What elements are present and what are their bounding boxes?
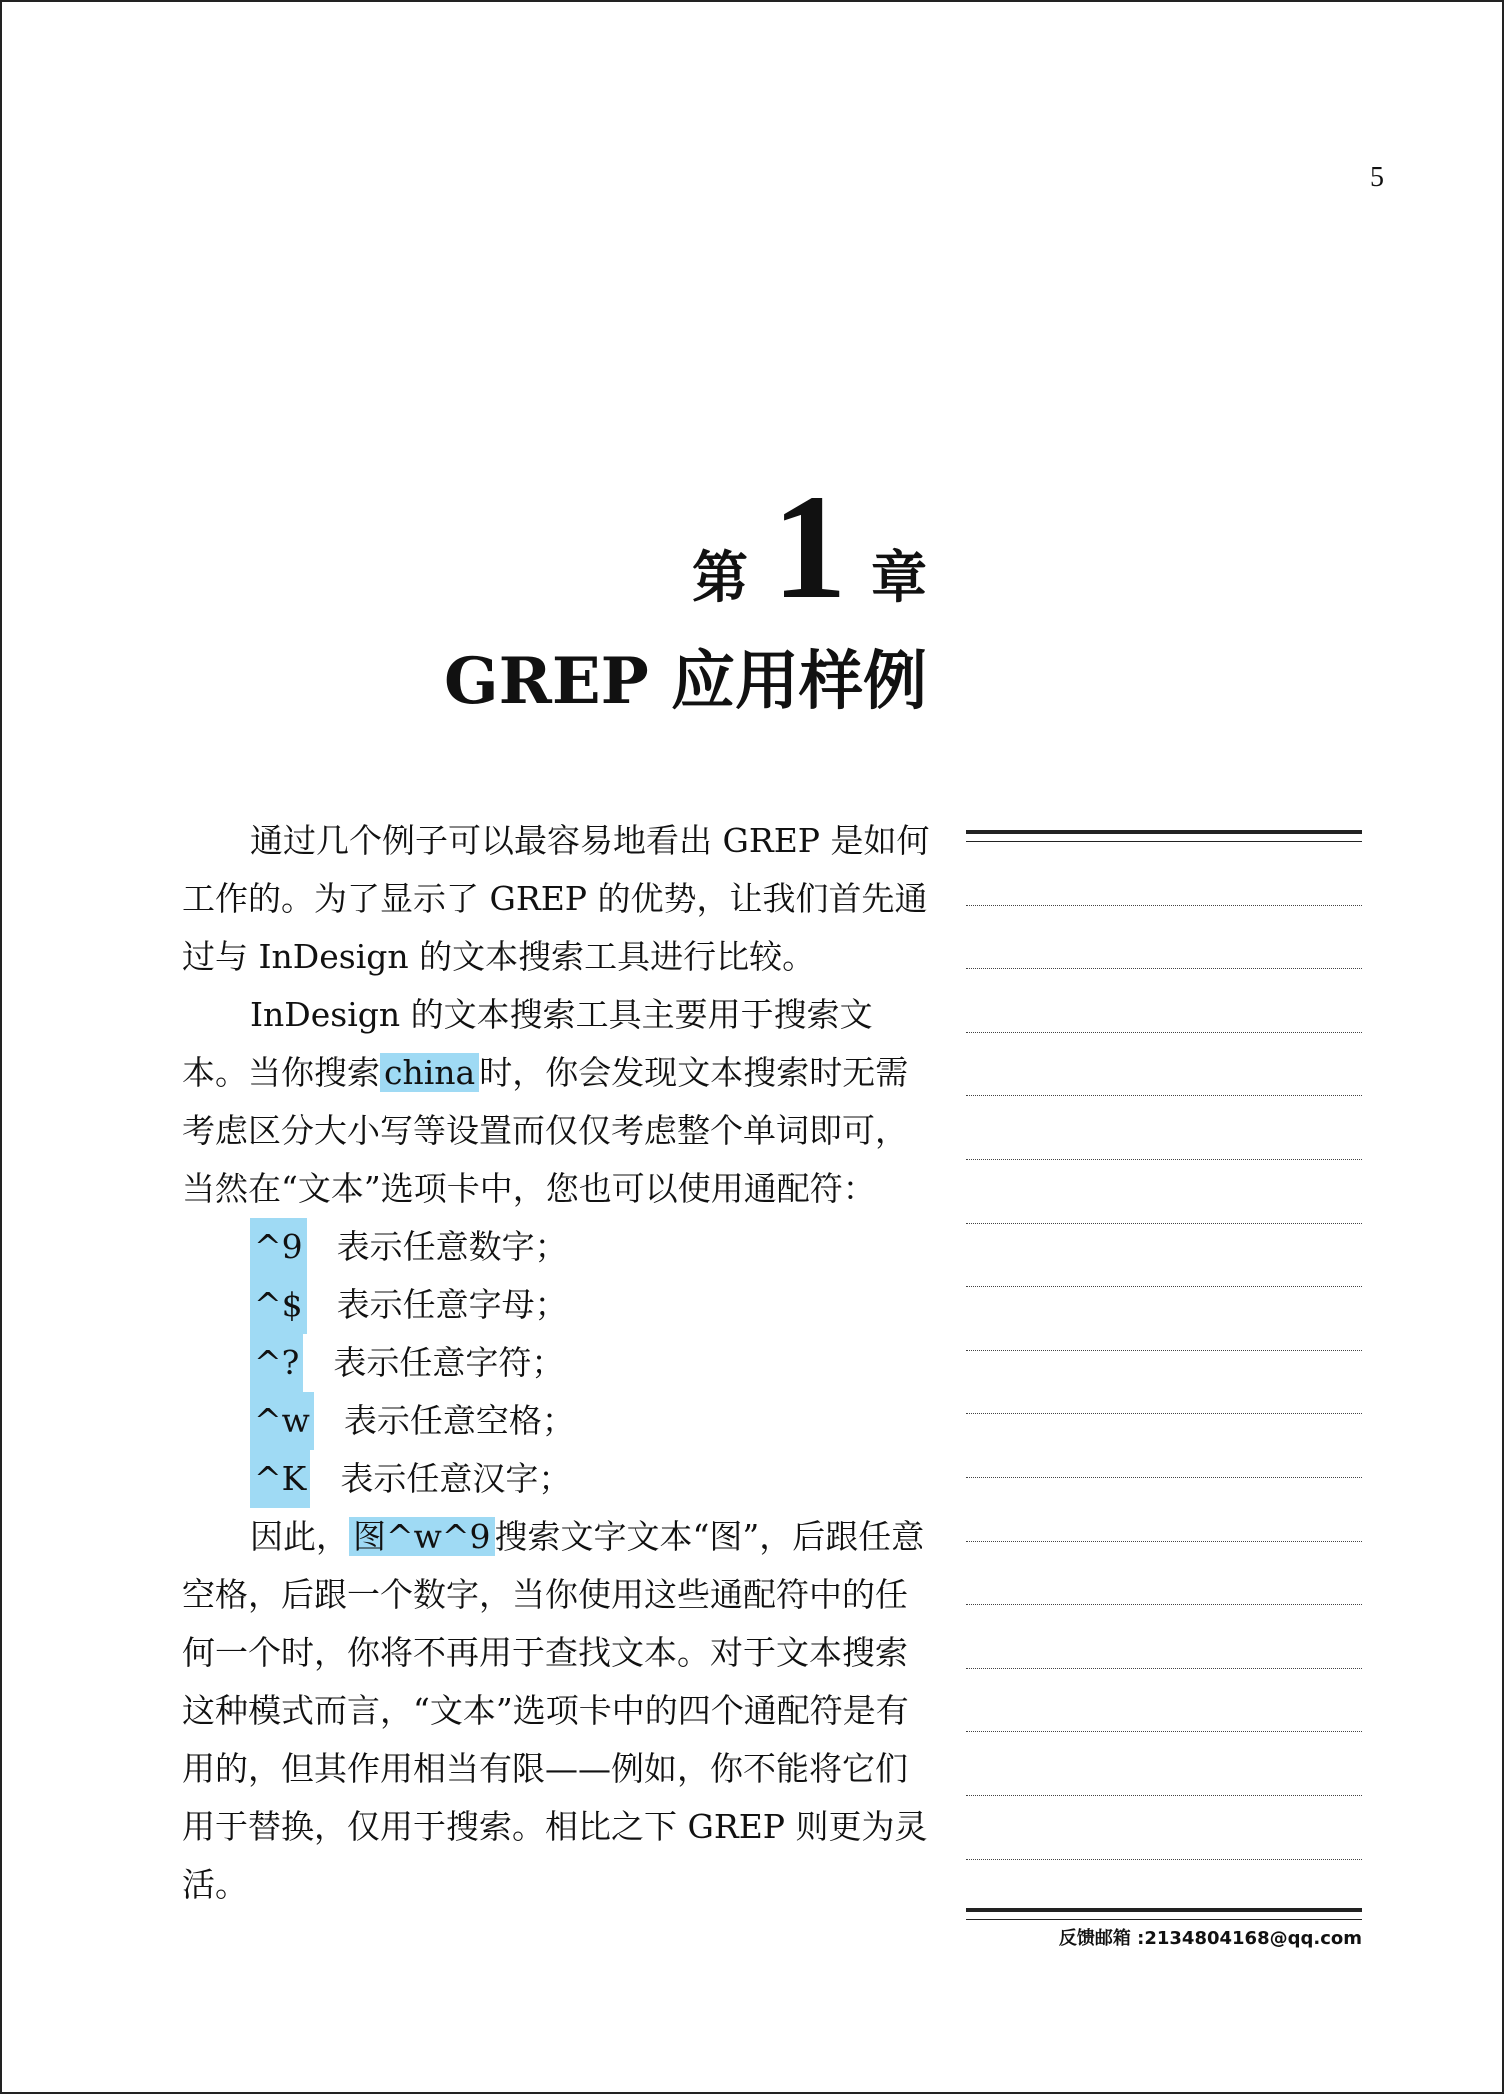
note-line — [966, 1732, 1362, 1796]
highlight-pattern: 图^w^9 — [349, 1517, 495, 1556]
note-line — [966, 1287, 1362, 1351]
paragraph-3-after: 搜索文字文本“图”，后跟任意空格，后跟一个数字，当你使用这些通配符中的任何一个时，你将不再用于查找文本。对于文本搜索这种模式而言，“文本”选项卡中的四个通配符是有用的，但其作用相当有限——例如，你不能将它们用于替换，仅用于搜索。相比之下 GREP 则更为灵活。 — [182, 1517, 928, 1904]
wildcard-desc: 表示任意数字； — [336, 1227, 568, 1266]
list-item — [182, 1450, 934, 1508]
notes-bottom-rule — [966, 1908, 1362, 1920]
note-line — [966, 1605, 1362, 1669]
note-line — [966, 1542, 1362, 1606]
wildcard-desc: 表示任意汉字； — [340, 1459, 572, 1498]
paragraph-2-after: 时，你会发现文本搜索时无需考虑区分大小写等设置而仅仅考虑整个单词即可，当然在“文本”选项卡中，您也可以使用通配符： — [182, 1053, 909, 1208]
note-line — [966, 906, 1362, 970]
wildcard-desc: 表示任意空格； — [343, 1401, 575, 1440]
paragraph-3 — [182, 1508, 934, 1914]
body-text — [182, 812, 934, 1914]
wildcard-desc: 表示任意字符； — [333, 1343, 565, 1382]
wildcard-list — [182, 1218, 934, 1508]
list-item — [182, 1218, 934, 1276]
note-line — [966, 1796, 1362, 1860]
note-line — [966, 969, 1362, 1033]
notes-footer — [966, 1908, 1362, 1950]
list-item — [182, 1276, 934, 1334]
note-line — [966, 1033, 1362, 1097]
page-number: 5 — [1370, 162, 1384, 193]
paragraph-3-before: 因此， — [250, 1517, 349, 1556]
list-item — [182, 1334, 934, 1392]
wildcard-desc: 表示任意字母； — [336, 1285, 568, 1324]
notes-top-rule — [966, 830, 1362, 842]
note-line — [966, 1160, 1362, 1224]
note-line — [966, 1669, 1362, 1733]
note-line — [966, 1351, 1362, 1415]
notes-area — [966, 830, 1362, 1860]
chapter-title: GREP 应用样例 — [443, 644, 927, 719]
note-line — [966, 842, 1362, 906]
chapter-prefix: 第 — [692, 545, 748, 611]
wildcard-code: ^? — [250, 1334, 303, 1392]
paragraph-2-before: InDesign 的文本搜索工具主要用于搜索文本。当你搜索 — [182, 995, 873, 1092]
paragraph-1: 通过几个例子可以最容易地看出 GREP 是如何工作的。为了显示了 GREP 的优势，让我们首先通过与 InDesign 的文本搜索工具进行比较。 — [182, 821, 930, 976]
chapter-heading — [692, 464, 927, 630]
wildcard-code: ^9 — [250, 1218, 307, 1276]
note-line — [966, 1478, 1362, 1542]
note-line — [966, 1414, 1362, 1478]
chapter-suffix: 章 — [871, 545, 927, 611]
feedback-email: 反馈邮箱 :2134804168@qq.com — [1058, 1928, 1362, 1949]
wildcard-code: ^K — [250, 1450, 310, 1508]
wildcard-code: ^$ — [250, 1276, 307, 1334]
list-item — [182, 1392, 934, 1450]
paragraph-2 — [182, 986, 934, 1218]
wildcard-code: ^w — [250, 1392, 314, 1450]
note-line — [966, 1096, 1362, 1160]
highlight-china: china — [380, 1053, 479, 1092]
note-line — [966, 1224, 1362, 1288]
chapter-number: 1 — [772, 464, 847, 630]
